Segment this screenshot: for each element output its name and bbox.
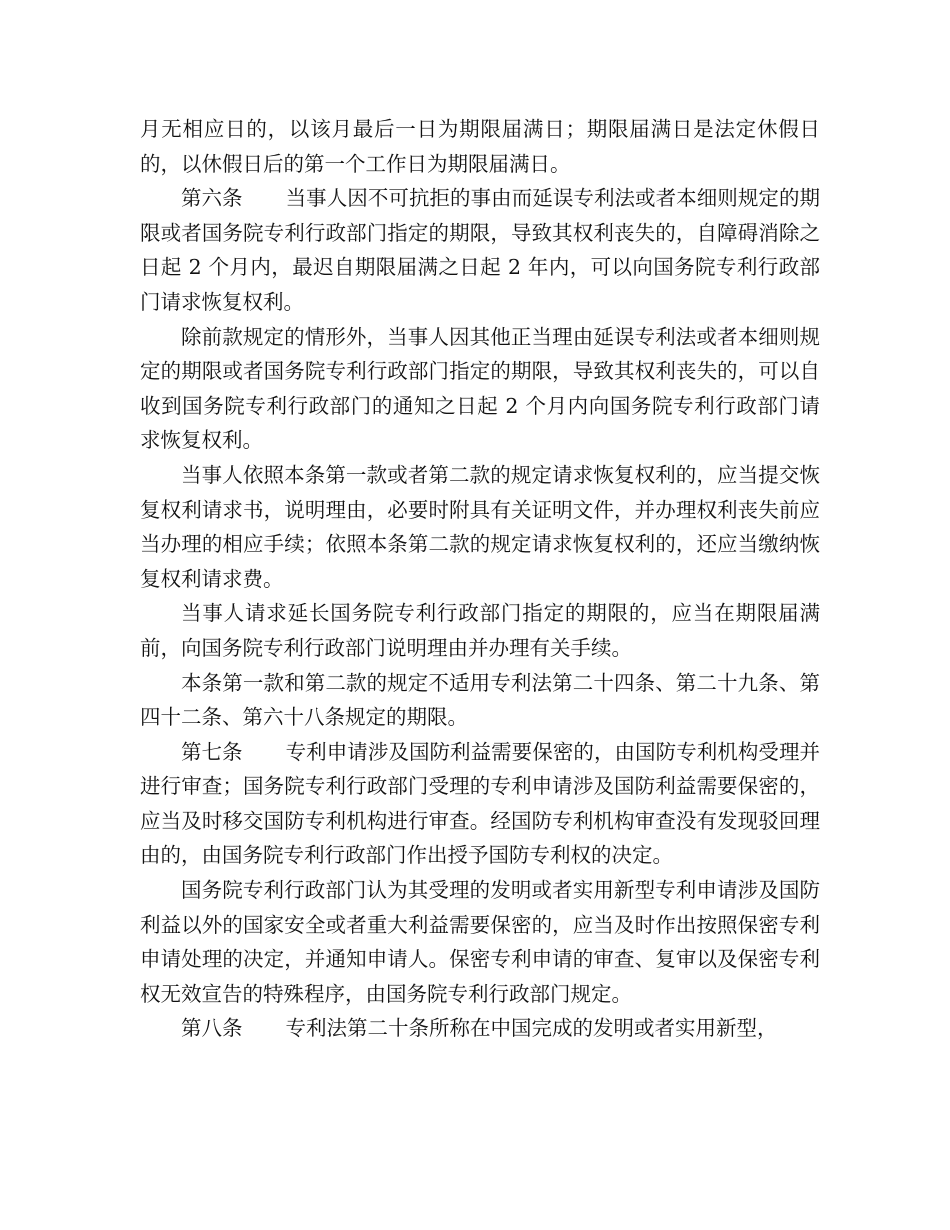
paragraph-text: 专利法第二十条所称在中国完成的发明或者实用新型，: [285, 1016, 778, 1041]
article-7-paragraph-2: [140, 873, 820, 1011]
article-8-paragraph-1: [140, 1011, 820, 1046]
article-6-paragraph-1: [140, 181, 820, 319]
article-6-paragraph-2: [140, 320, 820, 458]
article-6-paragraph-4: [140, 596, 820, 665]
paragraph-text: 当事人因不可抗拒的事由而延误专利法或者本细则规定的期限或者国务院专利行政部门指定的期限，导致其权利丧失的，自障碍消除之日起 2 个月内，最迟自期限届满之日起 2 年内，可以向国务院专利行政部门请求恢复权利。: [140, 186, 820, 314]
paragraph-continuation: [140, 112, 820, 181]
paragraph-text: 除前款规定的情形外，当事人因其他正当理由延误专利法或者本细则规定的期限或者国务院专利行政部门指定的期限，导致其权利丧失的，可以自收到国务院专利行政部门的通知之日起 2 个月内向国务院专利行政部门请求恢复权利。: [140, 324, 820, 453]
article-number: 第七条: [181, 739, 243, 764]
paragraph-text: 本条第一款和第二款的规定不适用专利法第二十四条、第二十九条、第四十二条、第六十八条规定的期限。: [140, 670, 820, 730]
paragraph-text: 月无相应日的，以该月最后一日为期限届满日；期限届满日是法定休假日的，以休假日后的第一个工作日为期限届满日。: [140, 117, 820, 176]
article-6-paragraph-3: [140, 458, 820, 596]
article-number: 第六条: [181, 186, 243, 211]
paragraph-text: 专利申请涉及国防利益需要保密的，由国防专利机构受理并进行审查；国务院专利行政部门受理的专利申请涉及国防利益需要保密的，应当及时移交国防专利机构进行审查。经国防专利机构审查没有发现驳回理由的，由国务院专利行政部门作出授予国防专利权的决定。: [140, 739, 820, 868]
paragraph-text: 当事人请求延长国务院专利行政部门指定的期限的，应当在期限届满前，向国务院专利行政部门说明理由并办理有关手续。: [140, 601, 820, 660]
document-body: [140, 112, 820, 1046]
article-number: 第八条: [181, 1016, 243, 1041]
article-6-paragraph-5: [140, 666, 820, 735]
article-7-paragraph-1: [140, 735, 820, 873]
paragraph-text: 国务院专利行政部门认为其受理的发明或者实用新型专利申请涉及国防利益以外的国家安全或者重大利益需要保密的，应当及时作出按照保密专利申请处理的决定，并通知申请人。保密专利申请的审查、复审以及保密专利权无效宣告的特殊程序，由国务院专利行政部门规定。: [140, 878, 820, 1006]
paragraph-text: 当事人依照本条第一款或者第二款的规定请求恢复权利的，应当提交恢复权利请求书，说明理由，必要时附具有关证明文件，并办理权利丧失前应当办理的相应手续；依照本条第二款的规定请求恢复权利的，还应当缴纳恢复权利请求费。: [140, 462, 820, 591]
